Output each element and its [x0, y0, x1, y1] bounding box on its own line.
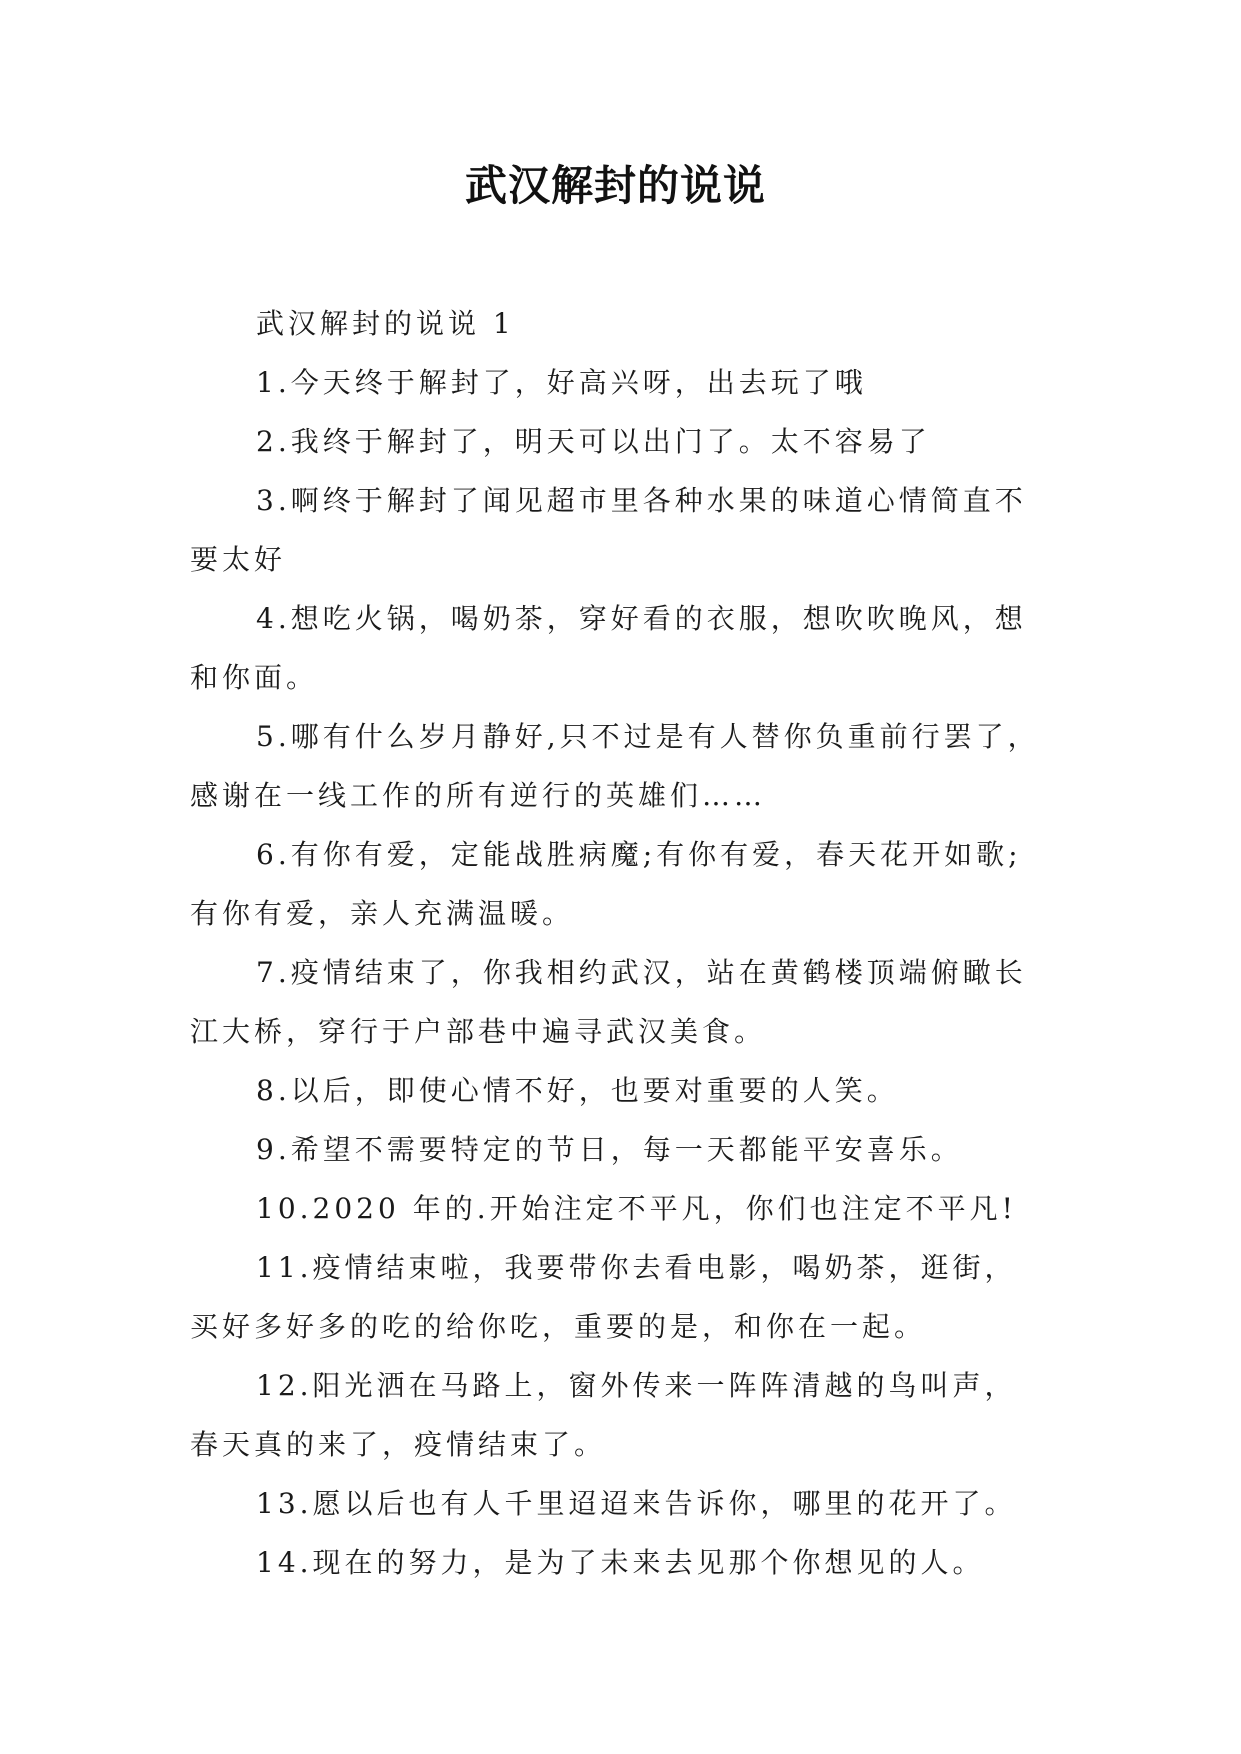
list-item: 5.哪有什么岁月静好,只不过是有人替你负重前行罢了，感谢在一线工作的所有逆行的英雄们……: [190, 720, 1040, 812]
list-item: 10.2020 年的.开始注定不平凡，你们也注定不平凡!: [256, 1192, 1017, 1225]
list-item: 6.有你有爱，定能战胜病魔;有你有爱，春天花开如歌;有你有爱，亲人充满温暖。: [190, 838, 1022, 930]
list-item: 13.愿以后也有人千里迢迢来告诉你，哪里的花开了。: [256, 1487, 1017, 1520]
list-item: 2.我终于解封了，明天可以出门了。太不容易了: [256, 425, 931, 458]
page-title: 武汉解封的说说: [464, 161, 766, 210]
list-item: 4.想吃火锅，喝奶茶，穿好看的衣服，想吹吹晚风，想和你面。: [190, 602, 1027, 694]
section-heading: 武汉解封的说说 1: [256, 307, 515, 340]
list-item: 12.阳光洒在马路上，窗外传来一阵阵清越的鸟叫声，春天真的来了，疫情结束了。: [190, 1369, 1017, 1461]
document-body: [190, 294, 1041, 1592]
list-item: 1.今天终于解封了，好高兴呀，出去玩了哦: [256, 366, 867, 399]
list-item: 7.疫情结束了，你我相约武汉，站在黄鹤楼顶端俯瞰长江大桥，穿行于户部巷中遍寻武汉美食。: [190, 956, 1027, 1048]
list-item: 3.啊终于解封了闻见超市里各种水果的味道心情简直不要太好: [190, 484, 1027, 576]
list-item: 11.疫情结束啦，我要带你去看电影，喝奶茶，逛街，买好多好多的吃的给你吃，重要的是，和你在一起。: [190, 1251, 1017, 1343]
list-item: 8.以后，即使心情不好，也要对重要的人笑。: [256, 1074, 899, 1107]
list-item: 14.现在的努力，是为了未来去见那个你想见的人。: [256, 1546, 985, 1579]
list-item: 9.希望不需要特定的节日，每一天都能平安喜乐。: [256, 1133, 963, 1166]
